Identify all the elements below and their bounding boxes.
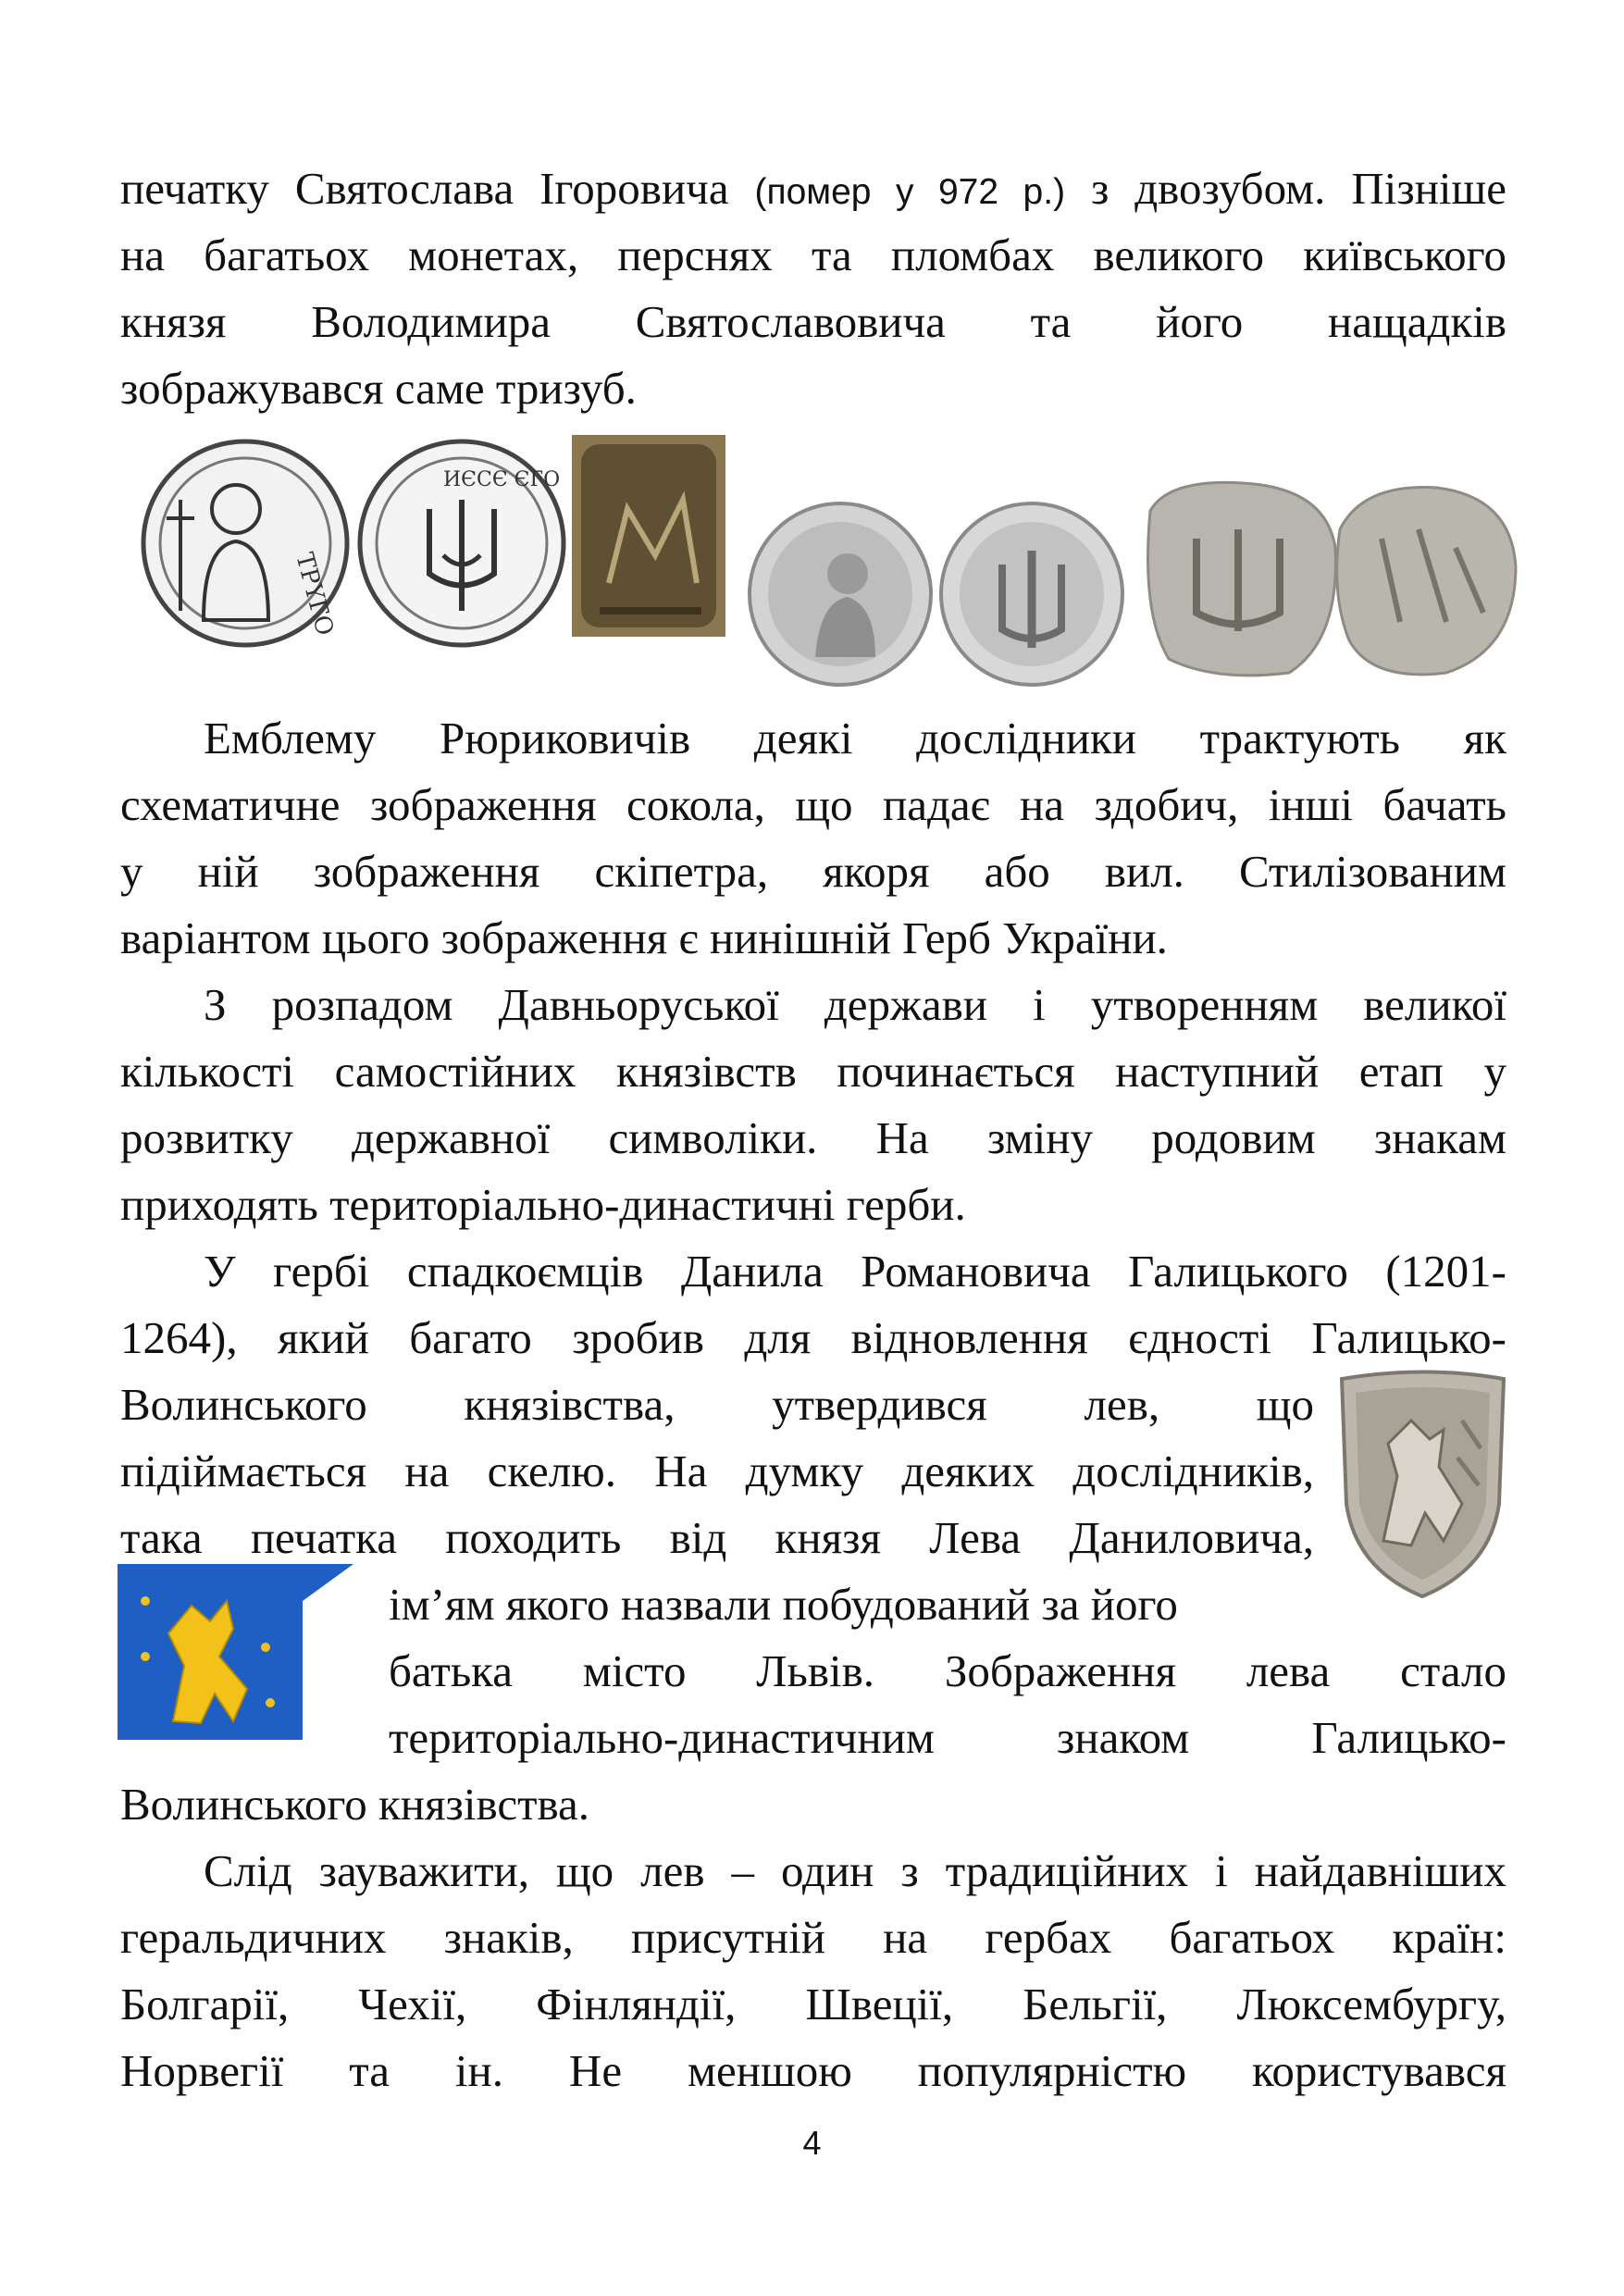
text-line: приходять територіально-династичні герби. <box>120 1179 966 1230</box>
text-line: печатку Святослава Ігоровича (помер у 972 р.) з двозубом. Пізніше <box>120 163 1507 214</box>
text-line: У гербі спадкоємців Данила Романовича Галицького (1201- <box>204 1246 1506 1297</box>
text-line: територіально-династичним знаком Галицько- <box>389 1712 1506 1763</box>
text-line: розвитку державної символіки. На зміну родовим знакам <box>120 1112 1506 1163</box>
text-line: геральдичних знаків, присутній на гербах багатьох країн: <box>120 1912 1506 1963</box>
lion-shield-image <box>1333 1365 1513 1601</box>
text-line: Волинського князівства. <box>120 1779 590 1830</box>
text-line: Болгарії, Чехії, Фінляндії, Швеції, Бельгії, Люксембургу, <box>120 1979 1506 2029</box>
text-line: Норвегії та ін. Не меншою популярністю користувався <box>120 2045 1506 2096</box>
text-line: Емблему Рюриковичів деякі дослідники трактують як <box>204 713 1506 763</box>
coin-image-silver-portrait <box>746 500 936 689</box>
seal-image-bronze <box>572 435 725 637</box>
seal-image-lead-pair <box>1141 474 1520 685</box>
text-line: З розпадом Давньоруської держави і утворенням великої <box>204 979 1506 1030</box>
text-line: зображувався саме тризуб. <box>120 363 637 414</box>
text-line: кількості самостійних князівств починається наступний етап у <box>120 1046 1506 1097</box>
text-line: на багатьох монетах, перснях та пломбах великого київського <box>120 230 1506 280</box>
coin-image-christ-portrait <box>139 435 352 652</box>
text-line: така печатка походить від князя Лева Даниловича, <box>120 1512 1314 1563</box>
text-line: у ній зображення скіпетра, якоря або вил. Стилізованим <box>120 846 1506 897</box>
text-line: схематичне зображення сокола, що падає на здобич, інші бачать <box>120 779 1506 830</box>
text-line: Волинського князівства, утвердився лев, що <box>120 1379 1314 1430</box>
coin-inscription: ИЄСЄ ЄГО <box>443 468 561 491</box>
coin-image-trident <box>355 435 568 652</box>
coin-inscription: ΤΡΥΓΟ <box>290 550 339 639</box>
text-line: варіантом цього зображення є нинішній Герб України. <box>120 912 1168 963</box>
text-line: ім’ям якого назвали побудований за його <box>389 1579 1178 1630</box>
coin-image-silver-trident <box>937 500 1127 689</box>
galicia-lion-flag-image <box>118 1564 353 1740</box>
text-line: підіймається на скелю. На думку деяких дослідників, <box>120 1446 1314 1496</box>
text-line: Слід зауважити, що лев – один з традиційних і найдавніших <box>204 1845 1506 1896</box>
text-line: 1264), який багато зробив для відновлення єдності Галицько- <box>120 1312 1506 1363</box>
page-number: 4 <box>802 2124 822 2162</box>
text-line: батька місто Львів. Зображення лева стало <box>389 1645 1506 1696</box>
text-line: князя Володимира Святославовича та його нащадків <box>120 296 1506 347</box>
